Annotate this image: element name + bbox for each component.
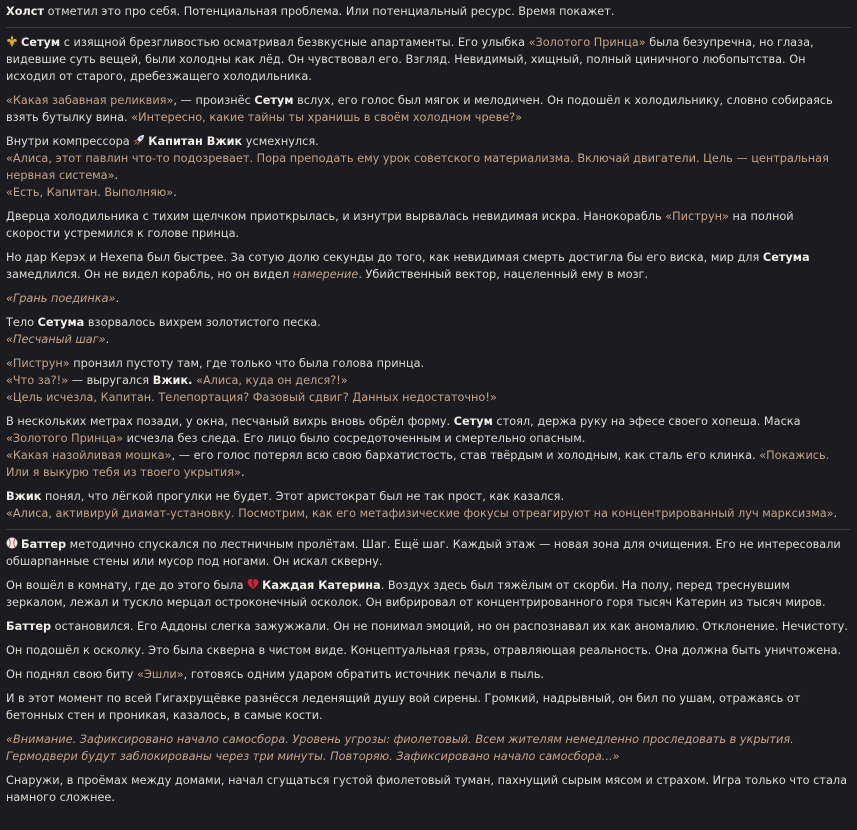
narration-text: усмехнулся. bbox=[242, 135, 319, 148]
character-name: Вжик bbox=[6, 490, 42, 503]
paragraph bbox=[6, 208, 851, 242]
paragraph bbox=[6, 314, 851, 348]
quote-text: «Золотого Принца» bbox=[6, 432, 124, 445]
narration-text: вслух, его голос был мягок и мелодичен. Он подошёл к холодильнику, словно собираясь взять бутылку вина. bbox=[6, 94, 833, 124]
paragraph bbox=[6, 772, 851, 806]
emphasis-text: намерение bbox=[292, 268, 359, 281]
character-name: Каждая Катерина bbox=[262, 579, 381, 592]
narration-text: замедлился. Он не видел корабль, но он видел bbox=[6, 268, 293, 281]
paragraph bbox=[6, 249, 851, 283]
baseball-icon bbox=[6, 537, 18, 549]
section-divider bbox=[6, 27, 851, 28]
paragraph bbox=[6, 413, 851, 481]
paragraph bbox=[6, 731, 851, 765]
narration-text: В нескольких метрах позади, у окна, песчаный вихрь вновь обрёл форму. bbox=[6, 415, 454, 428]
narration-text: Внутри компрессора bbox=[6, 135, 134, 148]
narration-text: Но дар Керэх и Нехепа был быстрее. За сотую долю секунды до того, как невидимая смерть достигла бы его виска, мир для bbox=[6, 251, 763, 264]
character-name: Вжик. bbox=[152, 374, 193, 387]
narration-text: с изящной брезгливостью осматривал безвкусные апартаменты. Его улыбка bbox=[60, 36, 529, 49]
narration-text: исчезла без следа. Его лицо было сосредоточенным и смертельно опасным. bbox=[123, 432, 586, 445]
quote-text: «Интересно, какие тайны ты хранишь в своём холодном чреве?» bbox=[131, 111, 523, 124]
broken-heart-icon bbox=[247, 578, 259, 590]
quote-text: «Эшли» bbox=[137, 668, 184, 681]
quote-text: «Покажись. Или я выкурю тебя из твоего укрытия» bbox=[6, 449, 830, 479]
narration-text: была безупречна, но глаза, видевшие суть вещей, были холодны как лёд. Он чувствовал его. Взгляд. Невидимый, хищный, полный циничного любопытства. Он исходил от старого, дребезжащего холодильника. bbox=[6, 36, 814, 83]
character-name: Сетум bbox=[21, 36, 61, 49]
paragraph bbox=[6, 690, 851, 724]
narration-text: Тело bbox=[6, 316, 38, 329]
paragraph bbox=[6, 577, 851, 611]
quote-text: «Алиса, активируй диамат-установку. Посмотрим, как его метафизические фокусы отреагируют на концентрированный луч марксизма» bbox=[6, 507, 834, 520]
narration-text: взорвалось вихрем золотистого песка. bbox=[84, 316, 321, 329]
narration-text: . Воздух здесь был тяжёлым от скорби. На полу, перед треснувшим зеркалом, лежал и тускло мерцал остроконечный осколок. Он вибрировал от концентрированного горя тысяч Катерин из тысяч миров. bbox=[6, 579, 826, 609]
narration-text: , — произнёс bbox=[173, 94, 255, 107]
character-name: Сетум bbox=[254, 94, 294, 107]
paragraph bbox=[6, 34, 851, 85]
quote-text: «Алиса, куда он делся?!» bbox=[192, 374, 348, 387]
quote-text: «Что за?!» bbox=[6, 374, 69, 387]
character-name: Холст bbox=[6, 5, 44, 18]
narration-text: на полной скорости устремился к голове принца. bbox=[6, 210, 794, 240]
narration-text: . bbox=[115, 292, 120, 305]
paragraph bbox=[6, 355, 851, 406]
narration-text: , готовясь одним ударом обратить источник печали в пыль. bbox=[183, 668, 544, 681]
narration-text: Он подошёл к осколку. Это была скверна в чистом виде. Концептуальная грязь, отравляющая реальность. Она должна быть уничтожена. bbox=[6, 644, 842, 657]
emphasis-text: «Грань поединка» bbox=[6, 292, 116, 305]
emphasis-text: «Внимание. Зафиксировано начало самосбора. Уровень угрозы: фиолетовый. Всем жителям немедленно проследовать в укрытия. Гермодвери будут заблокированы через три минуты. Повторяю. Зафиксировано начало самосбора...» bbox=[6, 733, 794, 763]
paragraph bbox=[6, 133, 851, 201]
narration-text: . bbox=[114, 169, 119, 182]
quote-text: «Есть, Капитан. Выполняю» bbox=[6, 186, 174, 199]
character-name: Капитан Вжик bbox=[148, 135, 243, 148]
character-name: Баттер bbox=[6, 620, 52, 633]
paragraph bbox=[6, 290, 851, 307]
narration-text: Он вошёл в комнату, где до этого была bbox=[6, 579, 248, 592]
paragraph bbox=[6, 618, 851, 635]
character-name: Сетум bbox=[453, 415, 493, 428]
emphasis-text: «Песчаный шаг» bbox=[6, 333, 106, 346]
narration-text: Снаружи, в проёмах между домами, начал сгущаться густой фиолетовый туман, пахнущий сырым мясом и страхом. Игра только что стала намного сложнее. bbox=[6, 774, 848, 804]
narration-text: остановился. Его Аддоны слегка зажужжали. Он не понимал эмоций, но он распознавал их как аномалию. Отклонение. Нечистоту. bbox=[51, 620, 848, 633]
character-name: Сетума bbox=[37, 316, 85, 329]
character-name: Сетума bbox=[762, 251, 810, 264]
quote-text: «Золотого Принца» bbox=[528, 36, 646, 49]
narration-text: . Убийственный вектор, нацеленный ему в мозг. bbox=[358, 268, 649, 281]
narration-text: понял, что лёгкой прогулки не будет. Этот аристократ был не так прост, как казался. bbox=[41, 490, 565, 503]
quote-text: «Пиструн» bbox=[6, 357, 70, 370]
section-divider bbox=[6, 529, 851, 530]
narration-text: стоял, держа руку на эфесе своего хопеша. Маска bbox=[492, 415, 801, 428]
quote-text: «Какая назойливая мошка» bbox=[6, 449, 172, 462]
narration-text: . bbox=[173, 186, 177, 199]
quote-text: «Алиса, этот павлин что-то подозревает. Пора преподать ему урок советского материализма. Включай двигатели. Цель — центральная нервная система» bbox=[6, 152, 829, 182]
fleur-de-lis-icon bbox=[6, 35, 18, 47]
narration-text: , — его голос потерял всю свою бархатистость, став твёрдым и холодным, как сталь его клинка. bbox=[171, 449, 760, 462]
narration-text: отметил это про себя. Потенциальная проблема. Или потенциальный ресурс. Время покажет. bbox=[44, 5, 615, 18]
quote-text: «Какая забавная реликвия» bbox=[6, 94, 174, 107]
narration-text: И в этот момент по всей Гигахрущёвке разнёсся леденящий душу вой сирены. Громкий, надрывный, он бил по ушам, отражаясь от бетонных стен и проникая, казалось, в самые кости. bbox=[6, 692, 801, 722]
narration-text: Дверца холодильника с тихим щелчком приоткрылась, и изнутри вырвалась невидимая искра. Нанокорабль bbox=[6, 210, 666, 223]
narration-text: . bbox=[833, 507, 838, 520]
paragraph bbox=[6, 642, 851, 659]
narration-text: пронзил пустоту там, где только что была голова принца. bbox=[69, 357, 425, 370]
paragraph bbox=[6, 488, 851, 522]
paragraph bbox=[6, 3, 851, 20]
rocket-icon bbox=[133, 134, 145, 146]
character-name: Баттер bbox=[21, 538, 67, 551]
narration-text: — выругался bbox=[68, 374, 153, 387]
paragraph bbox=[6, 666, 851, 683]
narration-text: . bbox=[240, 466, 245, 479]
paragraph bbox=[6, 536, 851, 570]
paragraph bbox=[6, 92, 851, 126]
quote-text: «Пиструн» bbox=[665, 210, 729, 223]
narration-text: . bbox=[105, 333, 110, 346]
quote-text: «Цель исчезла, Капитан. Телепортация? Фазовый сдвиг? Данных недостаточно!» bbox=[6, 391, 497, 404]
narration-text: Он поднял свою биту bbox=[6, 668, 138, 681]
narration-text: методично спускался по лестничным пролётам. Шаг. Ещё шаг. Каждый этаж — новая зона для очищения. Его не интересовали обшарпанные стены или мусор под ногами. Он искал скверну. bbox=[6, 538, 841, 568]
